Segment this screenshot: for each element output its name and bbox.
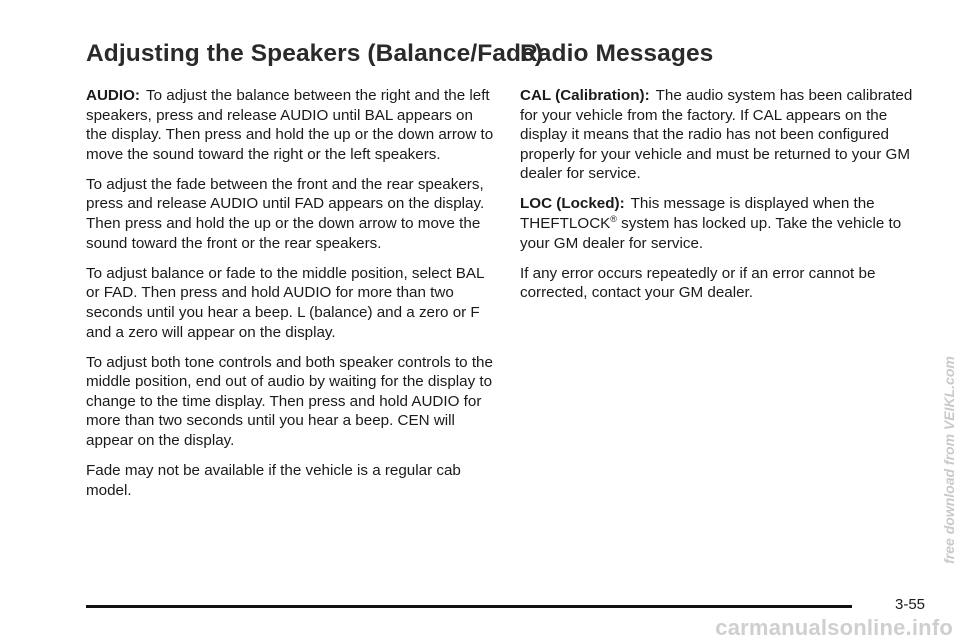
bottom-watermark: carmanualsonline.info	[715, 615, 953, 640]
loc-text-b: system has locked up. Take the vehicle to your GM dealer for service.	[520, 215, 902, 252]
speakers-heading: Adjusting the Speakers (Balance/Fade)	[86, 40, 544, 67]
radio-messages-heading: Radio Messages	[520, 40, 714, 67]
loc-text-a: This message is displayed when the THEFTLOCK	[520, 195, 875, 233]
audio-lead: AUDIO:	[86, 87, 140, 104]
audio-paragraph	[86, 86, 494, 164]
error-paragraph: If any error occurs repeatedly or if an error cannot be corrected, contact your GM dealer.	[520, 264, 876, 302]
loc-lead: LOC (Locked):	[520, 195, 625, 213]
audio-text: To adjust the balance between the right and the left speakers, press and release AUDIO until BAL appears on the display. Then press and hold the up or the down arrow to move the sound toward the right or the left speakers.	[86, 87, 494, 163]
page-number: 3-55	[895, 596, 926, 613]
side-watermark-text: free download from VEIKL.com	[941, 356, 957, 564]
cal-paragraph	[520, 86, 920, 184]
middle-position-paragraph: To adjust balance or fade to the middle position, select BAL or FAD. Then press and hold AUDIO for more than two seconds until you hear a beep. L (balance) and a zero or F and a zero will appear on the display.	[86, 264, 484, 341]
cal-lead: CAL (Calibration):	[520, 87, 650, 104]
left-column	[86, 40, 544, 511]
tone-controls-paragraph: To adjust both tone controls and both speaker controls to the middle position, end out of audio by waiting for the display to change to the time display. Then press and hold AUDIO for more than two seconds until you hear a beep. CEN will appear on the display.	[86, 353, 493, 449]
fade-paragraph: To adjust the fade between the front and the rear speakers, press and release AUDIO until FAD appears on the display. Then press and hold the up or the down arrow to move the sound toward the front or the rear speakers.	[86, 175, 485, 252]
fade-availability-paragraph: Fade may not be available if the vehicle is a regular cab model.	[86, 462, 461, 499]
loc-paragraph	[520, 194, 920, 253]
right-column	[520, 40, 920, 313]
cal-text: The audio system has been calibrated for your vehicle from the factory. If CAL appears on the display it means that the radio has not been configured properly for your vehicle and must be returned to your GM dealer for service.	[520, 87, 913, 183]
footer-rule	[86, 605, 852, 608]
side-watermark	[938, 340, 960, 580]
registered-mark: ®	[610, 214, 617, 224]
